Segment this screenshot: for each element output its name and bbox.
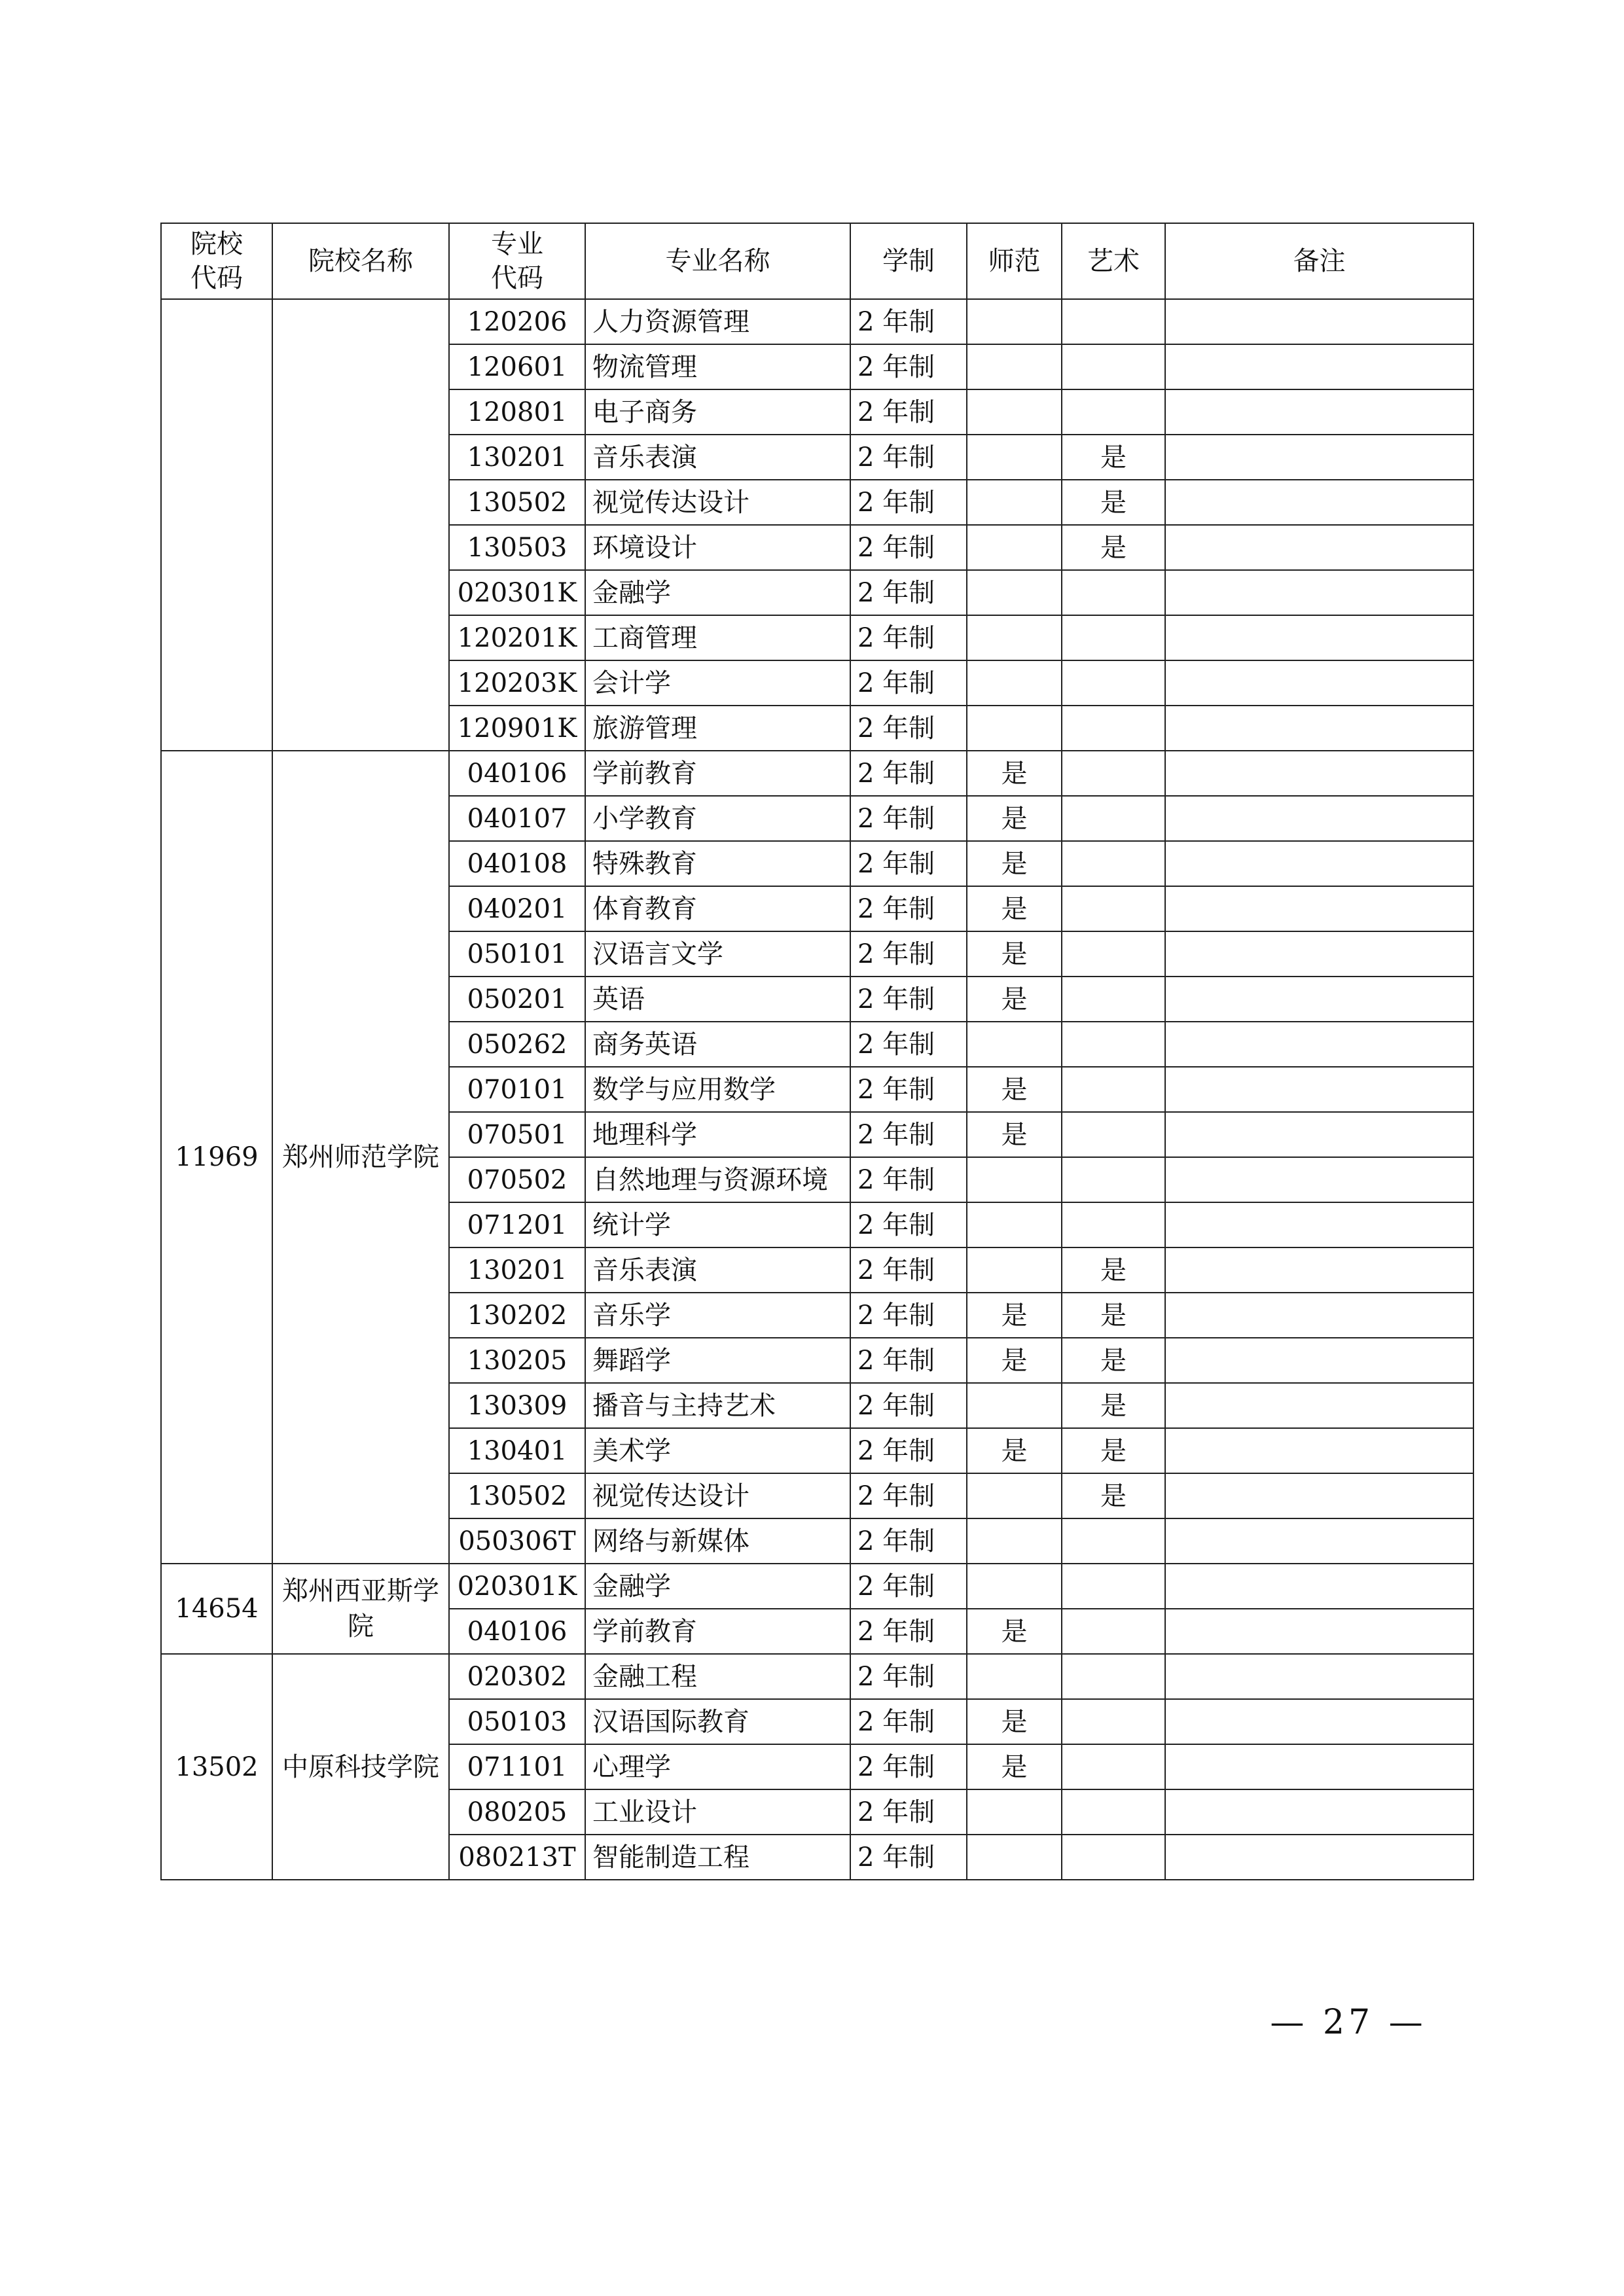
major-code: 040107 (449, 796, 585, 841)
art-flag (1062, 1112, 1165, 1157)
major-code: 130201 (449, 1247, 585, 1293)
major-code: 050306T (449, 1518, 585, 1564)
duration: 2 年制 (850, 1112, 967, 1157)
art-flag (1062, 1744, 1165, 1789)
table-row (161, 1564, 1473, 1609)
normal-flag (967, 1383, 1062, 1428)
duration: 2 年制 (850, 389, 967, 435)
duration: 2 年制 (850, 1609, 967, 1654)
art-flag (1062, 615, 1165, 660)
duration: 2 年制 (850, 841, 967, 886)
major-code: 040106 (449, 751, 585, 796)
normal-flag (967, 1202, 1062, 1247)
major-code: 040201 (449, 886, 585, 931)
major-code: 070502 (449, 1157, 585, 1202)
art-flag (1062, 1789, 1165, 1835)
major-code: 130502 (449, 480, 585, 525)
header-normal: 师范 (967, 223, 1062, 299)
art-flag (1062, 1609, 1165, 1654)
header-major-code: 专业 代码 (449, 223, 585, 299)
major-code: 120901K (449, 706, 585, 751)
major-name: 汉语国际教育 (585, 1699, 850, 1744)
note (1165, 886, 1473, 931)
institution-code: 13502 (161, 1654, 272, 1880)
normal-flag: 是 (967, 886, 1062, 931)
major-code: 130202 (449, 1293, 585, 1338)
note (1165, 1157, 1473, 1202)
duration: 2 年制 (850, 1473, 967, 1518)
institution-code: 14654 (161, 1564, 272, 1654)
table-body (161, 299, 1473, 1880)
page-number: — 27 — (1270, 2003, 1427, 2042)
normal-flag: 是 (967, 796, 1062, 841)
note (1165, 660, 1473, 706)
header-institution-name: 院校名称 (272, 223, 449, 299)
art-flag (1062, 299, 1165, 344)
note (1165, 525, 1473, 570)
major-table (160, 223, 1474, 1880)
table-header-row (161, 223, 1473, 299)
duration: 2 年制 (850, 480, 967, 525)
major-code: 050201 (449, 977, 585, 1022)
note (1165, 977, 1473, 1022)
major-code: 020302 (449, 1654, 585, 1699)
art-flag (1062, 931, 1165, 977)
duration: 2 年制 (850, 435, 967, 480)
note (1165, 344, 1473, 389)
duration: 2 年制 (850, 751, 967, 796)
art-flag (1062, 1067, 1165, 1112)
note (1165, 1428, 1473, 1473)
major-code: 071201 (449, 1202, 585, 1247)
art-flag: 是 (1062, 1293, 1165, 1338)
major-name: 特殊教育 (585, 841, 850, 886)
duration: 2 年制 (850, 660, 967, 706)
normal-flag (967, 525, 1062, 570)
major-code: 120801 (449, 389, 585, 435)
major-code: 050103 (449, 1699, 585, 1744)
note (1165, 1293, 1473, 1338)
institution-code (161, 299, 272, 751)
major-name: 英语 (585, 977, 850, 1022)
normal-flag (967, 480, 1062, 525)
major-name: 音乐表演 (585, 435, 850, 480)
normal-flag (967, 1518, 1062, 1564)
normal-flag: 是 (967, 1699, 1062, 1744)
note (1165, 1564, 1473, 1609)
major-name: 学前教育 (585, 751, 850, 796)
major-code: 080213T (449, 1835, 585, 1880)
normal-flag (967, 1473, 1062, 1518)
major-code: 120601 (449, 344, 585, 389)
duration: 2 年制 (850, 886, 967, 931)
normal-flag (967, 299, 1062, 344)
major-name: 美术学 (585, 1428, 850, 1473)
normal-flag (967, 1789, 1062, 1835)
duration: 2 年制 (850, 796, 967, 841)
institution-name: 中原科技学院 (272, 1654, 449, 1880)
header-duration: 学制 (850, 223, 967, 299)
art-flag (1062, 706, 1165, 751)
normal-flag (967, 1564, 1062, 1609)
major-name: 小学教育 (585, 796, 850, 841)
major-name: 数学与应用数学 (585, 1067, 850, 1112)
art-flag (1062, 1157, 1165, 1202)
major-name: 智能制造工程 (585, 1835, 850, 1880)
institution-name: 郑州师范学院 (272, 751, 449, 1564)
note (1165, 706, 1473, 751)
major-code: 020301K (449, 570, 585, 615)
table-row (161, 299, 1473, 344)
normal-flag (967, 344, 1062, 389)
normal-flag: 是 (967, 1067, 1062, 1112)
note (1165, 1022, 1473, 1067)
institution-code: 11969 (161, 751, 272, 1564)
major-name: 电子商务 (585, 389, 850, 435)
note (1165, 1067, 1473, 1112)
major-name: 舞蹈学 (585, 1338, 850, 1383)
duration: 2 年制 (850, 1293, 967, 1338)
art-flag (1062, 1022, 1165, 1067)
major-code: 050262 (449, 1022, 585, 1067)
normal-flag (967, 1022, 1062, 1067)
major-code: 070101 (449, 1067, 585, 1112)
normal-flag: 是 (967, 751, 1062, 796)
major-name: 旅游管理 (585, 706, 850, 751)
art-flag: 是 (1062, 435, 1165, 480)
duration: 2 年制 (850, 1022, 967, 1067)
normal-flag: 是 (967, 1112, 1062, 1157)
table-row (161, 751, 1473, 796)
art-flag (1062, 1699, 1165, 1744)
major-name: 人力资源管理 (585, 299, 850, 344)
major-name: 汉语言文学 (585, 931, 850, 977)
duration: 2 年制 (850, 1518, 967, 1564)
major-code: 020301K (449, 1564, 585, 1609)
duration: 2 年制 (850, 1338, 967, 1383)
normal-flag: 是 (967, 841, 1062, 886)
major-code: 080205 (449, 1789, 585, 1835)
major-code: 130401 (449, 1428, 585, 1473)
note (1165, 1518, 1473, 1564)
major-name: 音乐学 (585, 1293, 850, 1338)
major-name: 商务英语 (585, 1022, 850, 1067)
note (1165, 1338, 1473, 1383)
duration: 2 年制 (850, 1428, 967, 1473)
table-row (161, 1654, 1473, 1699)
major-code: 130309 (449, 1383, 585, 1428)
art-flag: 是 (1062, 1428, 1165, 1473)
duration: 2 年制 (850, 1157, 967, 1202)
major-name: 视觉传达设计 (585, 1473, 850, 1518)
normal-flag (967, 615, 1062, 660)
institution-name (272, 299, 449, 751)
normal-flag: 是 (967, 1609, 1062, 1654)
major-name: 地理科学 (585, 1112, 850, 1157)
major-name: 统计学 (585, 1202, 850, 1247)
note (1165, 1744, 1473, 1789)
normal-flag (967, 1835, 1062, 1880)
duration: 2 年制 (850, 1654, 967, 1699)
duration: 2 年制 (850, 977, 967, 1022)
art-flag (1062, 389, 1165, 435)
note (1165, 570, 1473, 615)
art-flag: 是 (1062, 1473, 1165, 1518)
note (1165, 299, 1473, 344)
duration: 2 年制 (850, 1744, 967, 1789)
note (1165, 1247, 1473, 1293)
major-name: 会计学 (585, 660, 850, 706)
normal-flag: 是 (967, 1293, 1062, 1338)
normal-flag (967, 1157, 1062, 1202)
major-name: 播音与主持艺术 (585, 1383, 850, 1428)
major-code: 040108 (449, 841, 585, 886)
major-name: 工商管理 (585, 615, 850, 660)
normal-flag (967, 660, 1062, 706)
major-name: 音乐表演 (585, 1247, 850, 1293)
art-flag (1062, 570, 1165, 615)
major-code: 120203K (449, 660, 585, 706)
major-name: 体育教育 (585, 886, 850, 931)
art-flag (1062, 660, 1165, 706)
major-name: 金融学 (585, 1564, 850, 1609)
duration: 2 年制 (850, 1067, 967, 1112)
duration: 2 年制 (850, 1699, 967, 1744)
art-flag: 是 (1062, 1338, 1165, 1383)
header-major-name: 专业名称 (585, 223, 850, 299)
note (1165, 1835, 1473, 1880)
major-code: 071101 (449, 1744, 585, 1789)
institution-name: 郑州西亚斯学院 (272, 1564, 449, 1654)
major-name: 学前教育 (585, 1609, 850, 1654)
major-name: 物流管理 (585, 344, 850, 389)
header-institution-code: 院校 代码 (161, 223, 272, 299)
note (1165, 1202, 1473, 1247)
note (1165, 615, 1473, 660)
duration: 2 年制 (850, 931, 967, 977)
duration: 2 年制 (850, 570, 967, 615)
normal-flag: 是 (967, 931, 1062, 977)
note (1165, 931, 1473, 977)
art-flag (1062, 886, 1165, 931)
duration: 2 年制 (850, 1247, 967, 1293)
duration: 2 年制 (850, 1789, 967, 1835)
note (1165, 480, 1473, 525)
major-name: 自然地理与资源环境 (585, 1157, 850, 1202)
note (1165, 841, 1473, 886)
normal-flag (967, 389, 1062, 435)
duration: 2 年制 (850, 299, 967, 344)
normal-flag: 是 (967, 1428, 1062, 1473)
major-name: 网络与新媒体 (585, 1518, 850, 1564)
duration: 2 年制 (850, 1202, 967, 1247)
normal-flag: 是 (967, 977, 1062, 1022)
major-name: 工业设计 (585, 1789, 850, 1835)
major-code: 040106 (449, 1609, 585, 1654)
header-note: 备注 (1165, 223, 1473, 299)
art-flag (1062, 841, 1165, 886)
art-flag: 是 (1062, 1383, 1165, 1428)
note (1165, 1654, 1473, 1699)
note (1165, 435, 1473, 480)
normal-flag (967, 1247, 1062, 1293)
major-name: 视觉传达设计 (585, 480, 850, 525)
major-name: 金融学 (585, 570, 850, 615)
art-flag (1062, 1654, 1165, 1699)
duration: 2 年制 (850, 344, 967, 389)
art-flag: 是 (1062, 1247, 1165, 1293)
art-flag (1062, 1202, 1165, 1247)
major-code: 130201 (449, 435, 585, 480)
duration: 2 年制 (850, 706, 967, 751)
duration: 2 年制 (850, 525, 967, 570)
note (1165, 796, 1473, 841)
major-name: 金融工程 (585, 1654, 850, 1699)
note (1165, 1112, 1473, 1157)
art-flag (1062, 1518, 1165, 1564)
major-name: 环境设计 (585, 525, 850, 570)
major-code: 130503 (449, 525, 585, 570)
art-flag: 是 (1062, 525, 1165, 570)
major-name: 心理学 (585, 1744, 850, 1789)
note (1165, 1609, 1473, 1654)
normal-flag (967, 706, 1062, 751)
art-flag (1062, 796, 1165, 841)
note (1165, 389, 1473, 435)
art-flag (1062, 1835, 1165, 1880)
note (1165, 1383, 1473, 1428)
normal-flag: 是 (967, 1338, 1062, 1383)
header-art: 艺术 (1062, 223, 1165, 299)
major-code: 120201K (449, 615, 585, 660)
normal-flag (967, 570, 1062, 615)
normal-flag (967, 435, 1062, 480)
art-flag (1062, 344, 1165, 389)
art-flag (1062, 751, 1165, 796)
major-code: 070501 (449, 1112, 585, 1157)
note (1165, 1473, 1473, 1518)
art-flag (1062, 977, 1165, 1022)
major-code: 130502 (449, 1473, 585, 1518)
major-code: 120206 (449, 299, 585, 344)
art-flag: 是 (1062, 480, 1165, 525)
duration: 2 年制 (850, 1564, 967, 1609)
note (1165, 1699, 1473, 1744)
normal-flag (967, 1654, 1062, 1699)
major-code: 050101 (449, 931, 585, 977)
normal-flag: 是 (967, 1744, 1062, 1789)
note (1165, 751, 1473, 796)
note (1165, 1789, 1473, 1835)
major-code: 130205 (449, 1338, 585, 1383)
duration: 2 年制 (850, 1835, 967, 1880)
duration: 2 年制 (850, 615, 967, 660)
duration: 2 年制 (850, 1383, 967, 1428)
art-flag (1062, 1564, 1165, 1609)
